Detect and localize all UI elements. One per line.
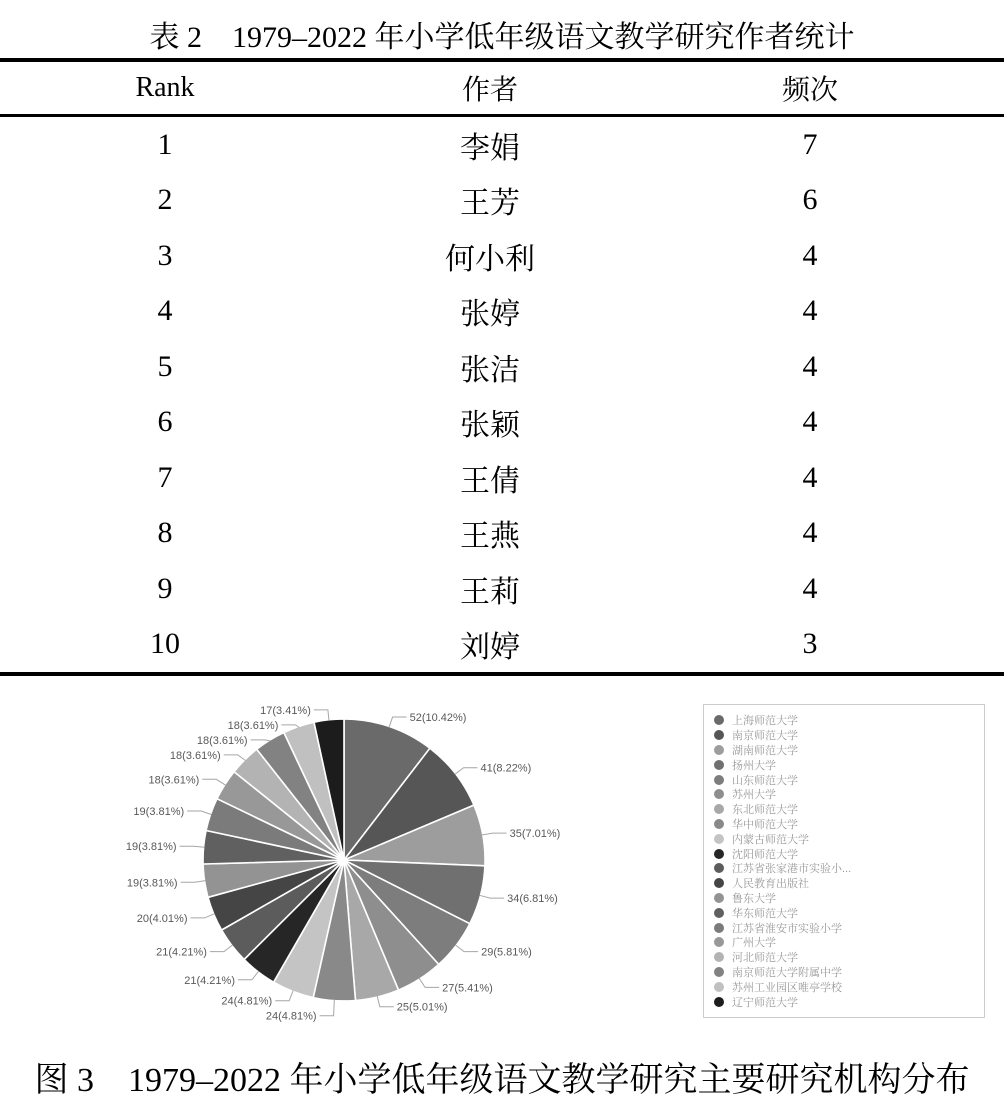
legend-item-label: 人民教育出版社 — [732, 878, 809, 891]
pie-label-line — [320, 1000, 335, 1016]
author-cell: 张洁 — [460, 353, 520, 387]
legend-marker-icon — [714, 715, 724, 725]
legend-marker-icon — [714, 967, 724, 977]
pie-slice-label: 18(3.61%) — [196, 734, 248, 747]
pie-chart — [88, 677, 990, 1048]
pie-label-line — [224, 755, 246, 761]
pie-slice-label: 18(3.61%) — [227, 719, 279, 732]
legend-item — [714, 950, 978, 965]
pie-slice-label: 21(4.21%) — [184, 974, 235, 987]
column-header-author: 作者 — [461, 75, 518, 106]
legend-item-label: 辽宁师范大学 — [732, 996, 798, 1009]
legend-item — [714, 876, 978, 891]
frequency-cell: 3 — [802, 627, 818, 661]
pie-slice-label: 19(3.81%) — [125, 841, 177, 854]
legend-marker-icon — [714, 893, 724, 903]
legend-marker-icon — [714, 937, 724, 947]
legend-item — [714, 713, 978, 728]
pie-label-line — [455, 768, 478, 775]
legend-item-label: 南京师范大学 — [732, 730, 798, 743]
legend-item-label: 广州大学 — [732, 937, 776, 950]
legend-item — [714, 920, 978, 935]
table-row — [0, 617, 970, 673]
legend-marker-icon — [714, 908, 724, 918]
legend-item — [714, 787, 978, 802]
pie-slice-label: 17(3.41%) — [260, 704, 311, 717]
legend-marker-icon — [714, 863, 724, 873]
legend-item — [714, 772, 978, 787]
pie-label-line — [180, 846, 205, 847]
frequency-cell: 7 — [802, 127, 818, 161]
author-cell: 何小利 — [445, 242, 535, 276]
legend-item — [714, 979, 978, 994]
legend-item — [714, 846, 978, 861]
chart-legend — [703, 704, 985, 1018]
legend-item-label: 河北师范大学 — [732, 952, 798, 965]
rank-cell: 5 — [157, 349, 173, 383]
legend-item — [714, 802, 978, 817]
column-header-rank: Rank — [135, 72, 195, 103]
frequency-cell: 4 — [802, 516, 818, 550]
pie-label-line — [455, 945, 478, 952]
table-row — [0, 284, 970, 340]
legend-marker-icon — [714, 878, 724, 888]
table-row — [0, 561, 970, 617]
pie-label-line — [275, 991, 293, 1001]
table-title: 表 2 1979–2022 年小学低年级语文教学研究作者统计 — [149, 21, 855, 54]
legend-item — [714, 817, 978, 832]
legend-item — [714, 757, 978, 772]
legend-marker-icon — [714, 819, 724, 829]
rank-cell: 2 — [157, 183, 173, 217]
pie-label-line — [210, 945, 233, 952]
figure-caption: 图 3 1979–2022 年小学低年级语文教学研究主要研究机构分布 — [34, 1062, 970, 1099]
legend-item-label: 上海师范大学 — [732, 715, 798, 728]
legend-item — [714, 831, 978, 846]
rank-cell: 8 — [157, 516, 173, 550]
legend-marker-icon — [714, 804, 724, 814]
rank-cell: 4 — [157, 294, 173, 328]
legend-item-label: 沈阳师范大学 — [732, 848, 798, 861]
legend-marker-icon — [714, 775, 724, 785]
legend-item-label: 苏州大学 — [732, 789, 776, 802]
legend-item-label: 南京师范大学附属中学 — [732, 966, 842, 979]
rank-cell: 7 — [157, 460, 173, 494]
table-row — [0, 506, 970, 562]
table-row — [0, 173, 970, 229]
legend-item-label: 华中师范大学 — [732, 818, 798, 831]
legend-marker-icon — [714, 849, 724, 859]
pie-label-line — [419, 978, 439, 987]
legend-item — [714, 891, 978, 906]
frequency-cell: 6 — [802, 183, 818, 217]
legend-marker-icon — [714, 730, 724, 740]
legend-item-label: 扬州大学 — [732, 759, 776, 772]
frequency-cell: 4 — [802, 349, 818, 383]
pie-label-line — [480, 895, 505, 898]
legend-item — [714, 965, 978, 980]
pie-label-line — [191, 914, 215, 918]
legend-item-label: 华东师范大学 — [732, 907, 798, 920]
column-header-frequency: 频次 — [781, 75, 838, 106]
pie-slice-label: 41(8.22%) — [480, 762, 532, 775]
legend-item-label: 内蒙古师范大学 — [732, 833, 809, 846]
rank-cell: 10 — [150, 627, 180, 661]
author-cell: 张婷 — [460, 298, 520, 332]
legend-item — [714, 935, 978, 950]
legend-marker-icon — [714, 745, 724, 755]
frequency-cell: 4 — [802, 405, 818, 439]
legend-item — [714, 861, 978, 876]
legend-marker-icon — [714, 760, 724, 770]
pie-slice-label: 35(7.01%) — [509, 828, 561, 841]
table-body — [0, 117, 970, 672]
pie-slice-label: 25(5.01%) — [396, 1001, 448, 1014]
author-cell: 张颖 — [460, 409, 520, 443]
pie-slice-label: 19(3.81%) — [133, 806, 185, 818]
pie-label-line — [181, 881, 206, 883]
legend-item-label: 苏州工业园区唯亭学校 — [732, 981, 842, 994]
pie-label-line — [314, 710, 329, 721]
legend-item-label: 鲁东大学 — [732, 892, 776, 905]
legend-marker-icon — [714, 952, 724, 962]
rank-cell: 6 — [157, 405, 173, 439]
pie-slice-label: 52(10.42%) — [409, 712, 467, 724]
table-row — [0, 339, 970, 395]
pie-slice-label: 19(3.81%) — [126, 877, 178, 890]
legend-marker-icon — [714, 789, 724, 799]
pie-label-line — [202, 779, 225, 785]
frequency-cell: 4 — [802, 571, 818, 605]
pie-label-line — [187, 811, 211, 815]
legend-item-label: 山东师范大学 — [732, 774, 798, 787]
pie-slice-label: 18(3.61%) — [169, 749, 221, 762]
pie-slice-label: 27(5.41%) — [442, 982, 493, 995]
pie-label-line — [377, 996, 394, 1007]
pie-slice-label: 24(4.81%) — [265, 1010, 317, 1023]
legend-marker-icon — [714, 982, 724, 992]
legend-item-label: 湖南师范大学 — [732, 745, 798, 757]
table-row — [0, 228, 970, 284]
pie-label-line — [251, 740, 271, 741]
pie-slice-label: 18(3.61%) — [148, 774, 200, 787]
legend-item — [714, 994, 978, 1009]
frequency-cell: 4 — [802, 460, 818, 494]
author-cell: 刘婷 — [460, 631, 520, 665]
author-cell: 王芳 — [460, 187, 520, 221]
pie-slice-label: 21(4.21%) — [156, 946, 207, 959]
pie-slice-label: 29(5.81%) — [481, 946, 532, 959]
author-cell: 李娟 — [460, 131, 520, 165]
author-cell: 王莉 — [460, 575, 520, 609]
table-row — [0, 450, 970, 506]
pie-label-line — [238, 971, 259, 980]
pie-slice-label: 34(6.81%) — [507, 893, 558, 906]
table-header-row — [0, 62, 970, 114]
table-row — [0, 117, 970, 173]
legend-marker-icon — [714, 997, 724, 1007]
table-row — [0, 395, 970, 451]
rank-cell: 1 — [157, 127, 173, 161]
author-cell: 王燕 — [460, 520, 520, 554]
table-bottom-rule — [0, 672, 1004, 676]
frequency-cell: 4 — [802, 238, 818, 272]
rank-cell: 9 — [157, 571, 173, 605]
pie-slice-label: 20(4.01%) — [136, 912, 188, 925]
legend-item-label: 东北师范大学 — [732, 804, 798, 817]
rank-cell: 3 — [157, 238, 173, 272]
legend-item-label: 江苏省淮安市实验小学 — [732, 922, 842, 935]
legend-item-label: 江苏省张家港市实验小... — [732, 863, 852, 876]
frequency-cell: 4 — [802, 294, 818, 328]
pie-label-line — [482, 833, 507, 835]
legend-marker-icon — [714, 923, 724, 933]
pie-slice-label: 24(4.81%) — [221, 995, 273, 1008]
legend-marker-icon — [714, 834, 724, 844]
legend-item — [714, 743, 978, 758]
pie-label-line — [389, 717, 407, 727]
legend-item — [714, 905, 978, 920]
legend-item — [714, 728, 978, 743]
author-cell: 王倩 — [460, 464, 520, 498]
